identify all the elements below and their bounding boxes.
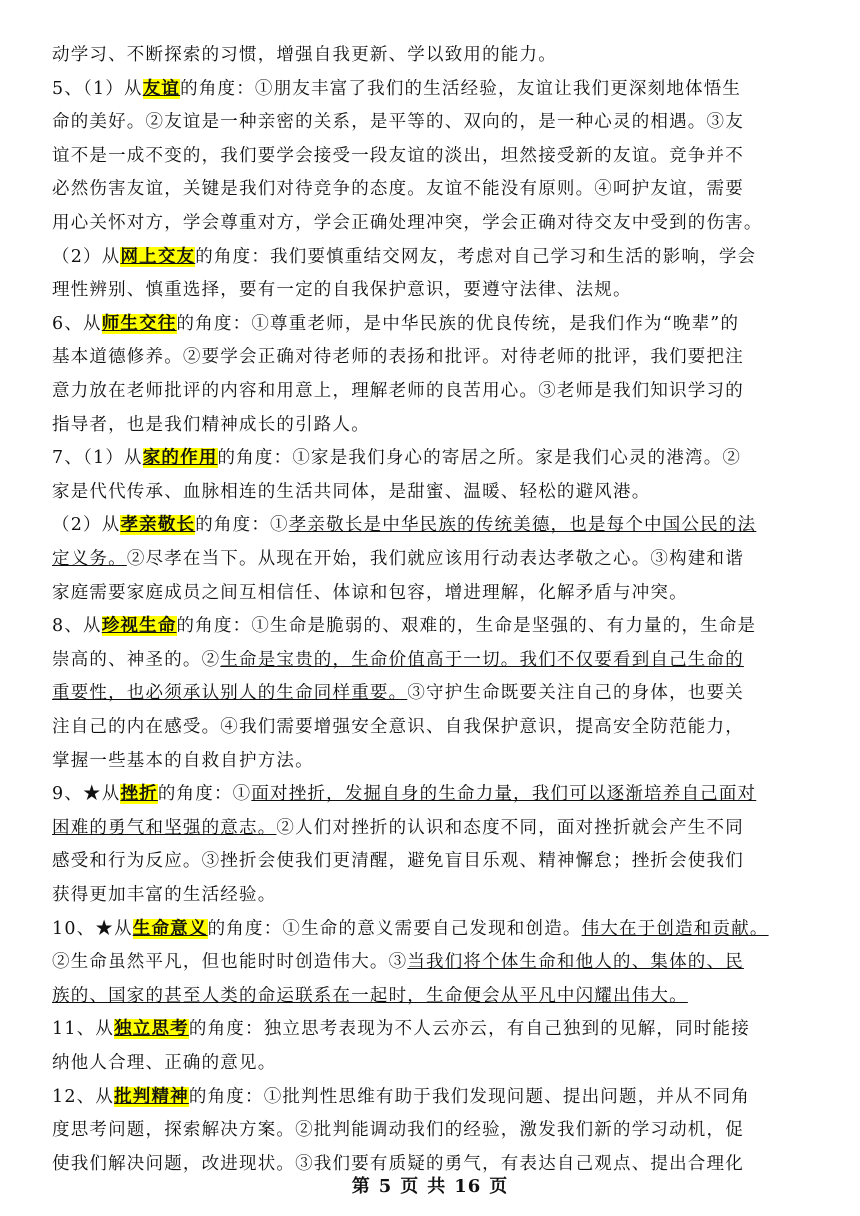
underlined-text: 当我们将个体生命和他人的、集体的、民 <box>407 952 744 973</box>
text-segment: 注自己的内在感受。④我们需要增强安全意识、自我保护意识，提高安全防范能力， <box>52 717 744 737</box>
text-line <box>52 208 763 238</box>
text-line <box>52 141 744 171</box>
text-line <box>52 1115 744 1145</box>
text-line <box>52 510 756 540</box>
text-line <box>52 779 756 809</box>
text-segment: 6、从 <box>52 313 102 334</box>
text-segment: 11、从 <box>52 1019 115 1040</box>
text-line <box>52 107 744 137</box>
underlined-text: 族的、国家的甚至人类的命运联系在一起时，生命便会从平凡中闪耀出伟大。 <box>52 985 688 1006</box>
text-line <box>52 880 276 910</box>
text-segment: 的角度：①批判性思维有助于我们发现问题、提出问题，并从不同角 <box>188 1086 750 1107</box>
text-segment: （2）从 <box>52 246 121 267</box>
text-segment: 的角度：独立思考表现为不人云亦云，有自己独到的见解，同时能接 <box>188 1019 750 1040</box>
text-segment: 的角度：①生命是脆弱的、艰难的，生命是坚强的、有力量的，生命是 <box>176 616 757 637</box>
text-segment: ②人们对挫折的认识和态度不同，面对挫折就会产生不同 <box>276 817 744 838</box>
text-segment: 动学习、不断探索的习惯，增强自我更新、学以致用的能力。 <box>52 45 557 65</box>
text-segment: 用心关怀对方，学会尊重对方，学会正确处理冲突，学会正确对待交友中受到的伤害。 <box>52 213 763 233</box>
text-line <box>52 813 744 843</box>
text-line <box>52 376 744 406</box>
text-segment: 的角度：①家是我们身心的寄居之所。家是我们心灵的港湾。② <box>217 448 742 469</box>
underlined-text: 伟大在于创造和贡献。 <box>581 918 769 939</box>
underlined-text: 困难的勇气和坚强的意志。 <box>52 817 277 838</box>
text-segment: 5、（1）从 <box>52 78 143 99</box>
text-line <box>52 544 744 574</box>
highlighted-keyword: 批判精神 <box>114 1086 189 1107</box>
underlined-text: 面对挫折，发掘自身的生命力量，我们可以逐渐培养自己面对 <box>251 784 757 805</box>
highlighted-keyword: 独立思考 <box>114 1019 189 1040</box>
text-line <box>52 443 741 473</box>
highlighted-keyword: 网上交友 <box>120 246 196 267</box>
text-segment: 基本道德修养。②要学会正确对待老师的表扬和批评。对待老师的批评，我们要把注 <box>52 347 744 368</box>
underlined-text: 重要性，也必须承认别人的生命同样重要。 <box>52 683 408 704</box>
highlighted-keyword: 家的作用 <box>142 448 218 469</box>
text-line <box>52 678 744 708</box>
footer-total-pages: 16 <box>454 1176 482 1197</box>
text-segment: 12、从 <box>52 1086 115 1107</box>
text-segment: 意力放在老师批评的内容和用意上，理解老师的良苦用心。③老师是我们知识学习的 <box>52 381 744 401</box>
footer-ye-2: 页 <box>489 1176 509 1197</box>
text-segment: 感受和行为反应。③挫折会使我们更清醒，避免盲目乐观、精神懈怠；挫折会使我们 <box>52 851 744 872</box>
underlined-text: 定义务。 <box>52 549 127 569</box>
text-line <box>52 611 756 641</box>
text-segment: 指导者，也是我们精神成长的引路人。 <box>52 414 370 435</box>
text-segment: 理性辨别、慎重选择，要有一定的自我保护意识，要遵守法律、法规。 <box>52 280 632 301</box>
text-segment: 的角度：① <box>157 784 252 805</box>
text-segment: 7、（1）从 <box>52 448 143 469</box>
text-line <box>52 645 744 675</box>
text-line <box>52 1014 750 1044</box>
text-line <box>52 342 744 372</box>
text-segment: 9、★从 <box>52 784 121 805</box>
text-segment: ②生命虽然平凡，但也能时时创造伟大。③ <box>52 952 408 973</box>
text-segment: 家庭需要家庭成员之间互相信任、体谅和包容，增进理解，化解矛盾与冲突。 <box>52 582 688 603</box>
highlighted-keyword: 友谊 <box>142 78 181 99</box>
text-line <box>52 242 756 272</box>
text-segment: 的角度：①尊重老师，是中华民族的优良传统，是我们作为“晚辈”的 <box>176 313 740 334</box>
text-segment: 10、★从 <box>52 918 133 939</box>
highlighted-keyword: 师生交往 <box>101 313 177 334</box>
text-segment: 的角度：我们要慎重结交网友，考虑对自己学习和生活的影响，学会 <box>195 246 757 267</box>
text-line <box>52 746 314 776</box>
footer-page-number: 5 <box>378 1176 393 1197</box>
highlighted-keyword: 孝亲敬长 <box>120 515 196 536</box>
text-line <box>52 914 769 944</box>
text-line <box>52 981 688 1011</box>
text-line <box>52 40 557 70</box>
footer-gong: 共 <box>427 1176 447 1197</box>
text-line <box>52 846 744 876</box>
text-line <box>52 578 688 608</box>
footer-ye: 页 <box>400 1176 420 1197</box>
text-segment: 必然伤害友谊，关键是我们对待竞争的态度。友谊不能没有原则。④呵护友谊，需要 <box>52 179 744 200</box>
text-segment: 崇高的、神圣的。② <box>52 649 221 670</box>
text-segment: 度思考问题，探索解决方案。②批判能调动我们的经验，激发我们新的学习动机，促 <box>52 1120 744 1141</box>
text-line <box>52 947 744 977</box>
text-segment: 获得更加丰富的生活经验。 <box>52 885 277 905</box>
text-line <box>52 174 744 204</box>
text-line <box>52 275 632 305</box>
page-footer <box>0 1172 860 1198</box>
text-segment: 8、从 <box>52 616 102 637</box>
text-segment: （2）从 <box>52 515 121 536</box>
text-line <box>52 477 650 507</box>
text-segment: 谊不是一成不变的，我们要学会接受一段友谊的淡出，坦然接受新的友谊。竞争并不 <box>52 145 744 166</box>
text-segment: 掌握一些基本的自救自护方法。 <box>52 750 314 771</box>
text-line <box>52 1082 750 1112</box>
text-segment: ③守护生命既要关注自己的身体，也要关 <box>407 683 744 704</box>
text-segment: 纳他人合理、正确的意见。 <box>52 1053 277 1073</box>
underlined-text: 生命是宝贵的，生命价值高于一切。我们不仅要看到自己生命的 <box>220 649 744 670</box>
text-segment: 家是代代传承、血脉相连的生活共同体，是甜蜜、温暖、轻松的避风港。 <box>52 481 651 502</box>
highlighted-keyword: 挫折 <box>120 784 158 805</box>
footer-di: 第 <box>351 1176 371 1197</box>
text-segment: 使我们解决问题，改进现状。③我们要有质疑的勇气，有表达自己观点、提出合理化 <box>52 1153 744 1174</box>
highlighted-keyword: 珍视生命 <box>101 616 177 637</box>
text-segment: ②尽孝在当下。从现在开始，我们就应该用行动表达孝敬之心。③构建和谐 <box>126 549 744 569</box>
text-segment: 的角度：① <box>195 515 289 536</box>
text-line <box>52 74 741 104</box>
text-line <box>52 309 739 339</box>
text-line <box>52 712 744 742</box>
text-line <box>52 1048 276 1078</box>
underlined-text: 孝亲敬长是中华民族的传统美德，也是每个中国公民的法 <box>288 515 757 536</box>
text-line <box>52 410 370 440</box>
text-segment: 的角度：①生命的意义需要自己发现和创造。 <box>207 918 582 939</box>
text-segment: 命的美好。②友谊是一种亲密的关系，是平等的、双向的，是一种心灵的相遇。③友 <box>52 112 744 133</box>
highlighted-keyword: 生命意义 <box>132 918 208 939</box>
text-segment: 的角度：①朋友丰富了我们的生活经验，友谊让我们更深刻地体悟生 <box>180 78 742 99</box>
